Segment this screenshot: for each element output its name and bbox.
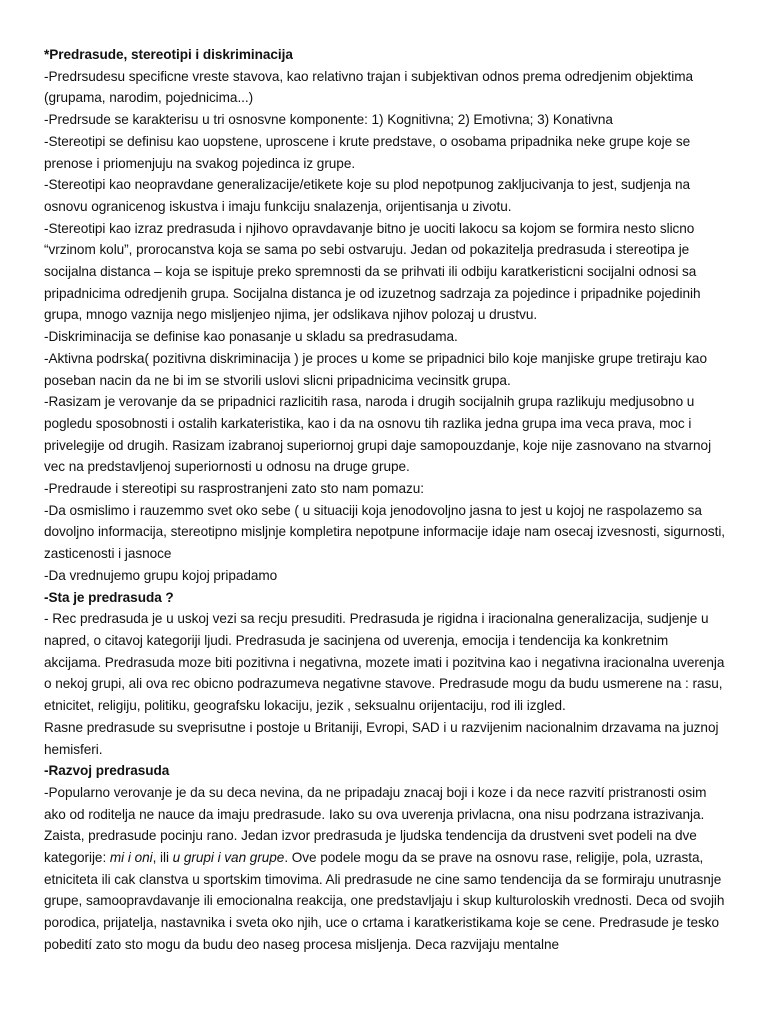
paragraph (44, 782, 728, 956)
document-title: *Predrasude, stereotipi i diskriminacija (44, 47, 293, 62)
text-run: . Ove podele mogu da se prave na osnovu rase, religije, pola, uzrasta, etniciteta ili cak clanstva u sportskim timovima. Ali predrasude ne cine samo tendencija da se formiraju unutrasnje grupe, samoopravdavanje ili emocionalna reakcija, one predstavljaju i skup kulturoloskih vrednosti. Deca od svojih porodica, prijatelja, nastavnika i sveta oko njih, uce o crtama i karatkeristikama koje se cene. Predrasude je tesko pobedití zato sto mogu da budu deo naseg procesa misljenja. Deca razvijaju mentalne (44, 850, 725, 952)
paragraph: -Da vrednujemo grupu kojoj pripadamo (44, 567, 278, 583)
section-heading: -Sta je predrasuda ? (44, 589, 174, 605)
paragraph: -Predraude i stereotipi su rasprostranjeni zato sto nam pomazu: (44, 481, 424, 497)
paragraph: -Stereotipi kao neopravdane generalizacije/etikete koje su plod nepotpunog zakljucivanja to jest, sudjenja na osnovu ogranicenog iskustva i imaju funkciju snalazenja, orijentisanja u zivotu. (44, 177, 690, 214)
section-heading: -Razvoj predrasuda (44, 763, 170, 779)
paragraph: -Stereotipi se definisu kao uopstene, uproscene i krute predstave, o osobama pripadnika neke grupe koje se prenose i priomenjuju na svakog pojedinca iz grupe. (44, 133, 691, 171)
text-run: , ili (152, 850, 173, 866)
paragraph: -Aktivna podrska( pozitivna diskriminacija ) je proces u kome se pripadnici bilo koje manjiske grupe tretiraju kao poseban nacin da ne bi im se stvorili uslovi slicni pripadnicima vecinsitk grupa. (44, 350, 707, 388)
paragraph: -Diskriminacija se definise kao ponasanje u skladu sa predrasudama. (44, 329, 458, 345)
paragraph: -Predrsudesu specificne vreste stavova, kao relativno trajan i subjektivan odnos prema odredjenim objektima (grupama, narodim, pojednicima...) (44, 68, 693, 106)
paragraph: -Rasizam je verovanje da se pripadnici razlicitih rasa, naroda i drugih socijalnih grupa razlikuju medjusobno u pogledu sposobnosti i ostalih karkateristika, kao i da na osnovu tih razlika jedna grupa ima veca prava, moc i privelegije od drugih. Rasizam izabranoj superiornoj grupi daje samopouzdanje, koje nije zasnovano na stvarnoj vec na predstavljenoj superiornosti u odnosu na druge grupe. (44, 394, 712, 475)
paragraph: - Rec predrasuda je u uskoj vezi sa recju presuditi. Predrasuda je rigidna i iracionalna generalizacija, sudjenje u napred, o citavoj kategoriji ljudi. Predrasuda je sacinjena od uverenja, emocija i tendencija ka konkretnim akcijama. Predrasuda moze biti pozitivna i negativna, mozete imati i pozitvina kao i negativna iracionalna uverenja o nekoj grupi, ali ova rec obicno podrazumeva negativne stavove. Predrasude mogu da budu usmerene na : rasu, etnicitet, religiju, politiku, geografsku lokaciju, jezik , seksualnu orijentaciju, rod ili izgled. (44, 611, 725, 714)
italic-term: mi i oni (109, 850, 153, 866)
text-run: -Popularno verovanje je da su deca nevina, da ne pripadaju znacaj boji i koze i da nece razvití pristranosti osim ako od roditelja ne nauce da imaju predrasude. Iako su ova uverenja privlacna, ona nisu podrzana istrazivanja. Zaista, predrasude pocinju rano. Jedan izvor predrasuda je ljudska tendencija da drustveni svet podeli na dve kategorije: (44, 784, 707, 866)
paragraph: Rasne predrasude su sveprisutne i postoje u Britaniji, Evropi, SAD i u razvijenim nacionalnim drzavama na juznoj hemisferi. (44, 719, 719, 757)
italic-term: u grupi i van grupe (172, 850, 285, 866)
paragraph: -Predrsude se karakterisu u tri osnosvne komponente: 1) Kognitivna; 2) Emotivna; 3) Konativna (44, 112, 613, 128)
paragraph: -Stereotipi kao izraz predrasuda i njihovo opravdavanje bitno je uociti lakocu sa kojom se formira nesto slicno “vrzinom kolu”, prorocanstva koja se sama po sebi ostvaruju. Jedan od pokazitelja predrasuda i stereotipa je socijalna distanca – koja se ispituje preko spremnosti da se prihvati ili odbiju karatkeristicni socijalni odnosi sa pripadnicima odredjenih grupa. Socijalna distanca je od izuzetnog sadrzaja za pojedince i pripadnike pojedinih grupa, mnogo vaznija nego misljenjeo njima, jer odslikava njihov polozaj u drustvu. (44, 220, 701, 323)
paragraph: -Da osmislimo i rauzemmo svet oko sebe ( u situaciji koja jenodovoljno jasna to jest u kojoj ne raspolazemo sa dovoljno informacija, stereotipno misljnje kompletira nepotpune informacije idaje nam osecaj izvesnosti, sigurnosti, zasticenosti i jasnoce (44, 502, 726, 562)
